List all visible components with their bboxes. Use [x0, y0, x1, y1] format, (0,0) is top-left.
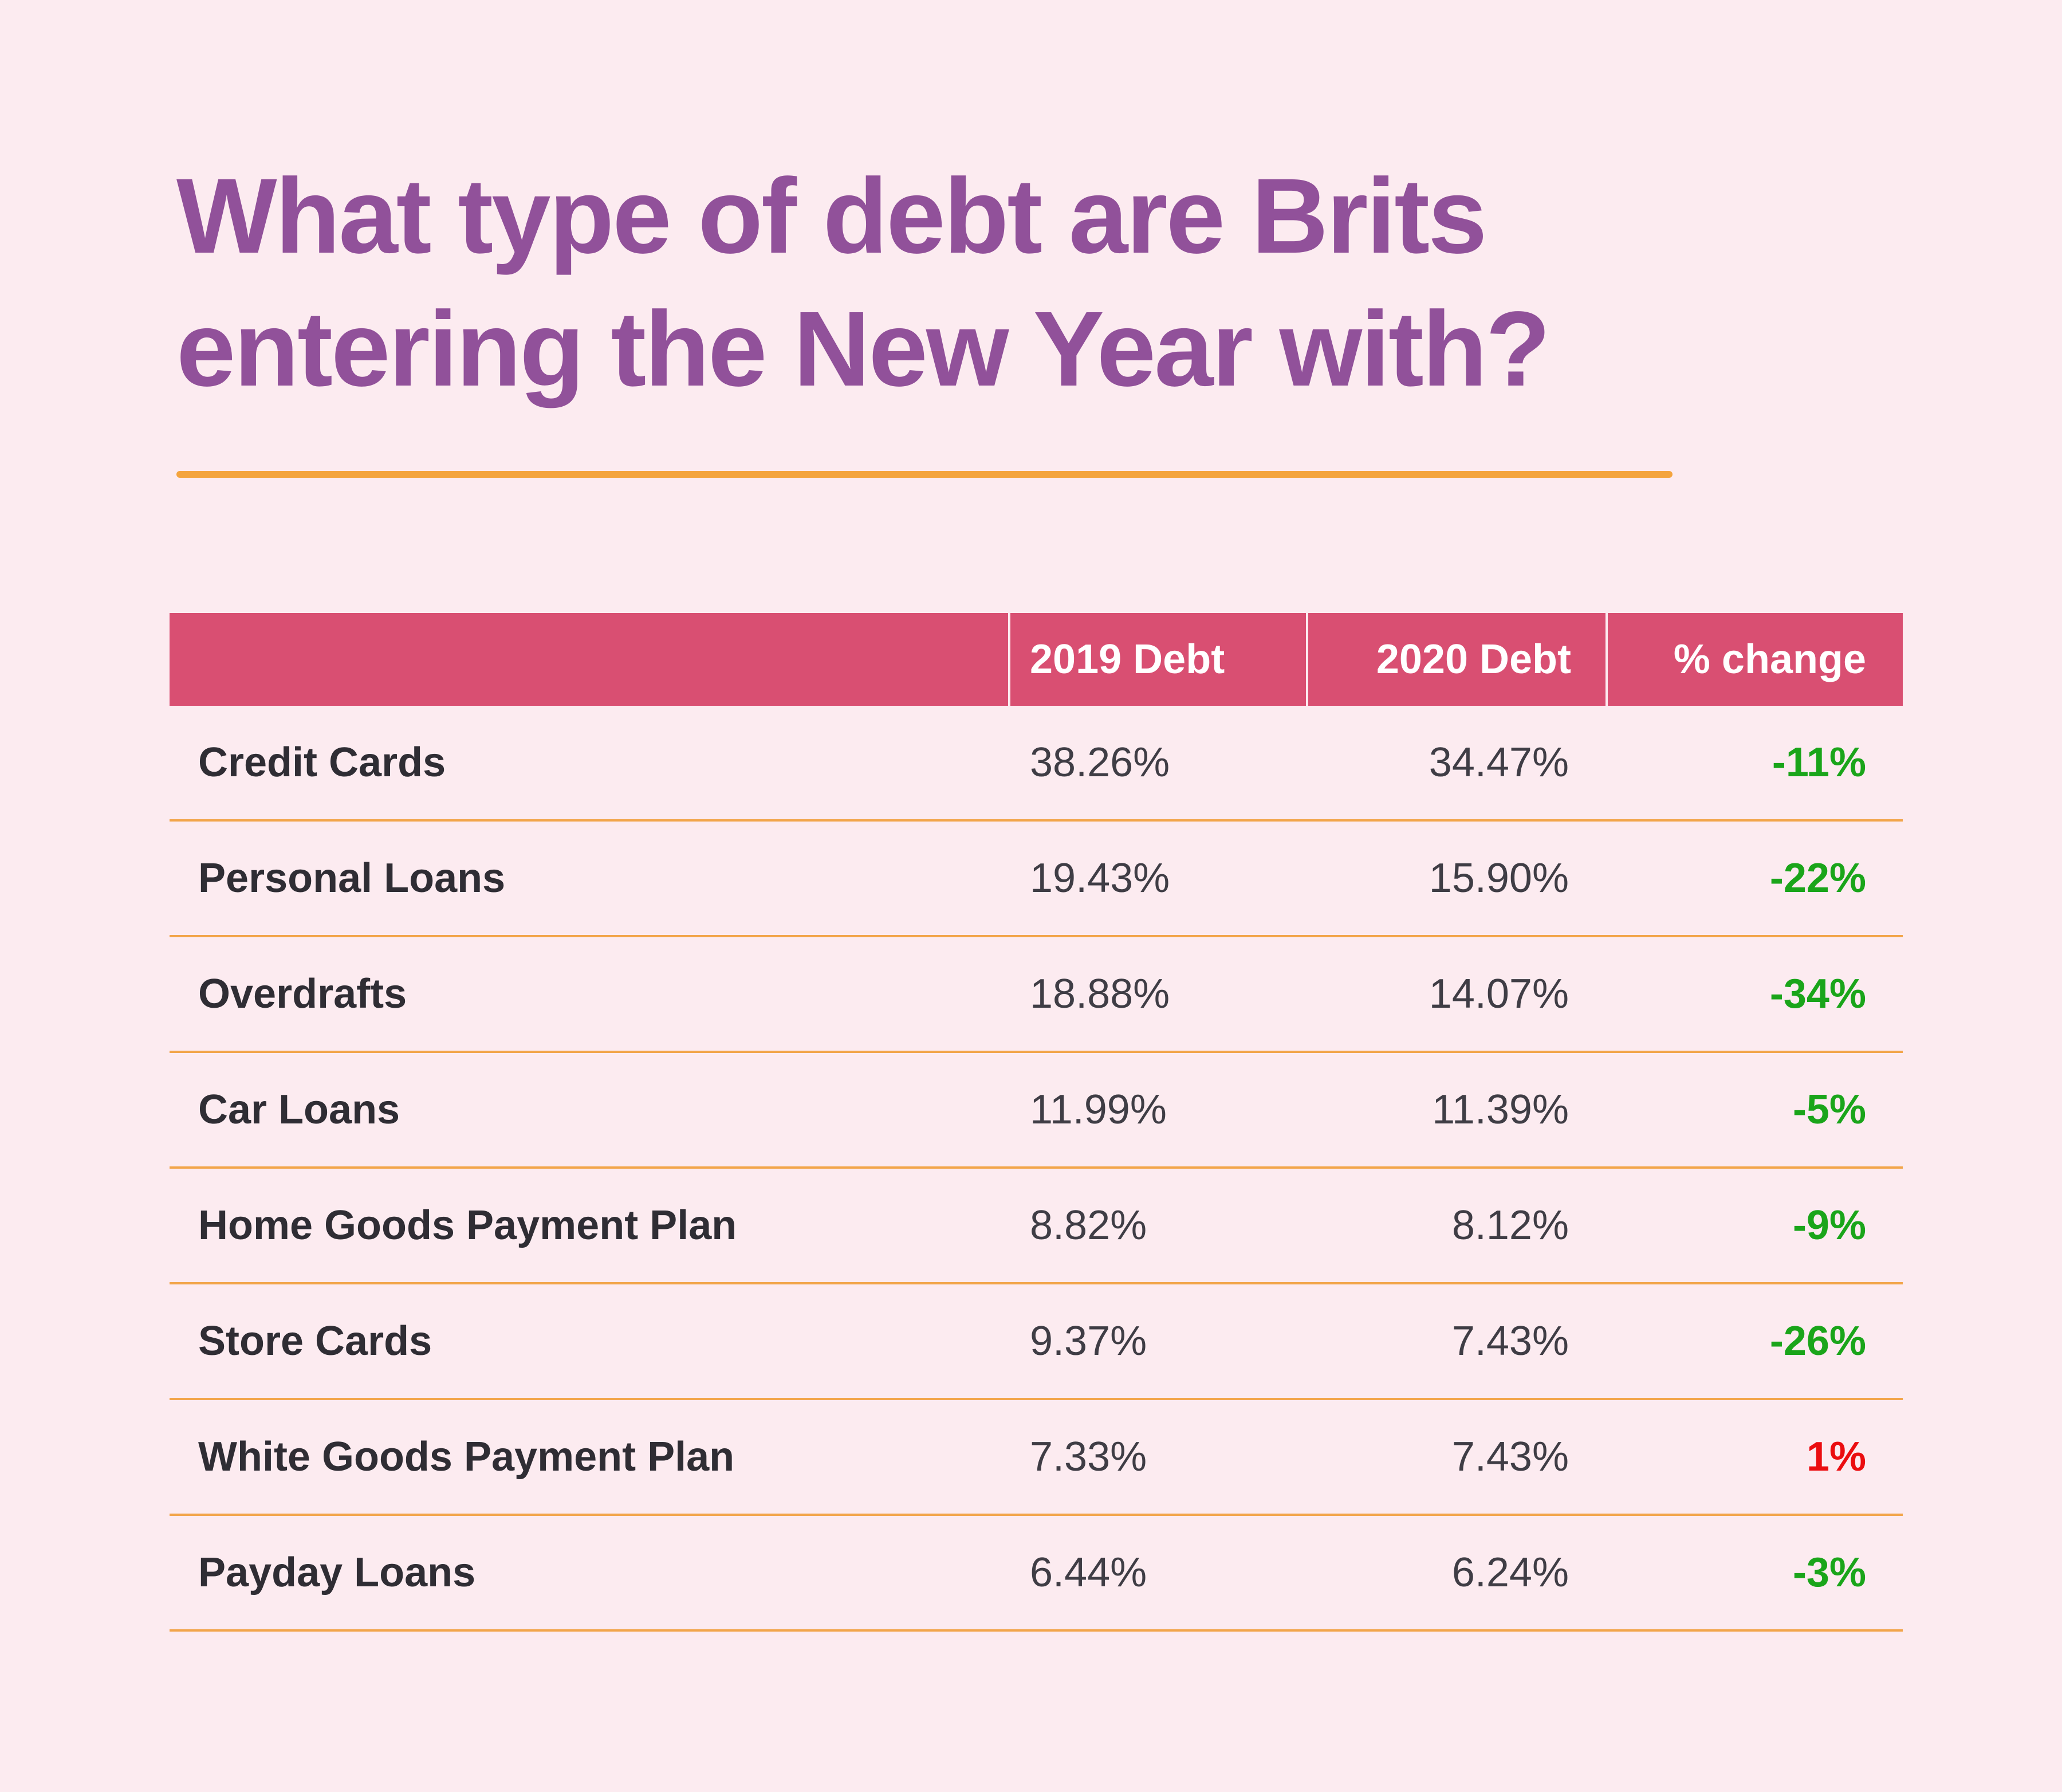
table-header-row — [170, 613, 1903, 706]
row-2020-debt-value: 11.39% — [1432, 1087, 1569, 1133]
row-percent-change-value: -26% — [1769, 1318, 1866, 1364]
table-row — [170, 1400, 1903, 1516]
row-category-label: Credit Cards — [198, 740, 446, 785]
row-category-label: Personal Loans — [198, 855, 506, 901]
row-2019-debt-value: 8.82% — [1030, 1202, 1147, 1248]
header-2019-debt: 2019 Debt — [1008, 613, 1306, 706]
row-2020-debt-value: 7.43% — [1451, 1434, 1569, 1480]
row-2019-debt-value: 18.88% — [1030, 971, 1170, 1017]
row-2020-debt-value: 8.12% — [1451, 1202, 1569, 1248]
title-underline — [176, 471, 1673, 478]
row-percent-change-value: -5% — [1792, 1087, 1866, 1133]
row-percent-change-value: -3% — [1792, 1550, 1866, 1595]
table-row — [170, 1053, 1903, 1169]
row-2019-debt-value: 11.99% — [1030, 1087, 1167, 1133]
row-2020-debt-value: 7.43% — [1451, 1318, 1569, 1364]
debt-table — [170, 613, 1903, 1632]
row-2019-debt-value: 9.37% — [1030, 1318, 1147, 1364]
row-category-label: Payday Loans — [198, 1550, 476, 1595]
row-2019-debt-value: 38.26% — [1030, 740, 1170, 785]
row-2020-debt-value: 34.47% — [1429, 740, 1569, 785]
row-category-label: Overdrafts — [198, 971, 407, 1017]
header-2020-debt: 2020 Debt — [1306, 613, 1605, 706]
header-percent-change: % change — [1605, 613, 1903, 706]
row-percent-change-value: 1% — [1806, 1434, 1866, 1480]
header-category — [170, 613, 1008, 706]
page-title-line-2: entering the New Year with? — [176, 290, 1549, 408]
row-2020-debt-value: 15.90% — [1429, 855, 1569, 901]
table-row — [170, 706, 1903, 822]
table-body — [170, 706, 1903, 1632]
page-title-line-1: What type of debt are Brits — [176, 157, 1486, 276]
table-row — [170, 1516, 1903, 1632]
row-percent-change-value: -34% — [1769, 971, 1866, 1017]
row-2019-debt-value: 19.43% — [1030, 855, 1170, 901]
table-row — [170, 822, 1903, 937]
row-2020-debt-value: 6.24% — [1451, 1550, 1569, 1595]
row-2020-debt-value: 14.07% — [1429, 971, 1569, 1017]
row-category-label: Car Loans — [198, 1087, 400, 1133]
row-percent-change-value: -9% — [1792, 1202, 1866, 1248]
table-row — [170, 1169, 1903, 1284]
page-title — [176, 150, 1549, 416]
table-row — [170, 1284, 1903, 1400]
row-2019-debt-value: 6.44% — [1030, 1550, 1147, 1595]
row-percent-change-value: -11% — [1772, 740, 1866, 785]
row-category-label: Home Goods Payment Plan — [198, 1202, 737, 1248]
row-category-label: Store Cards — [198, 1318, 432, 1364]
row-category-label: White Goods Payment Plan — [198, 1434, 735, 1480]
row-2019-debt-value: 7.33% — [1030, 1434, 1147, 1480]
row-percent-change-value: -22% — [1769, 855, 1866, 901]
table-row — [170, 937, 1903, 1053]
